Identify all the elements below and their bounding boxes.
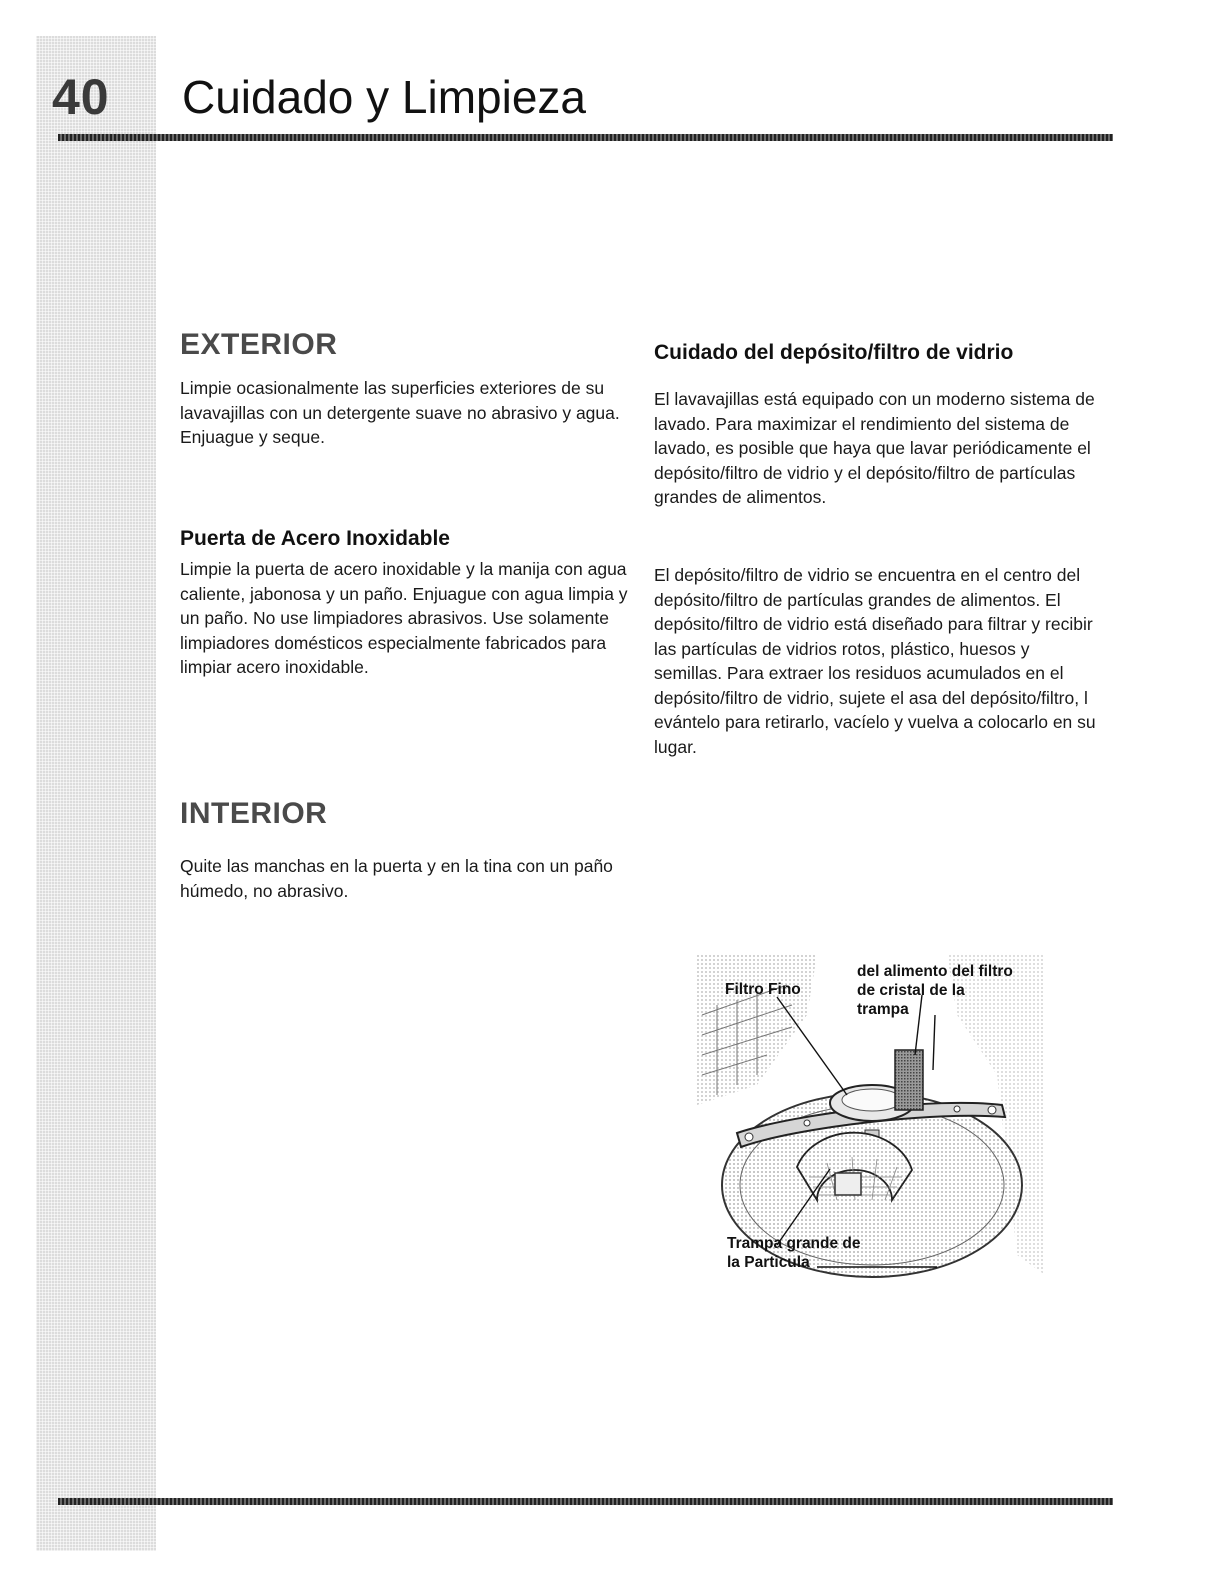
door-text: Limpie la puerta de acero inoxidable y la manija con agua caliente, jabonosa y un paño. Enjuague con agua limpia y un paño. No use limpiadores abrasivos. Use solamente limpiadores domésticos especialmente fabricados para limpiar acero inoxidable.	[180, 559, 628, 677]
exterior-heading: EXTERIOR	[180, 328, 338, 361]
page-number: 40	[52, 69, 110, 125]
page-title: Cuidado y Limpieza	[182, 71, 587, 123]
door-heading: Puerta de Acero Inoxidable	[180, 527, 450, 550]
side-band	[36, 36, 156, 1551]
label-glass-trap: del alimento del filtro de cristal de la trampa	[857, 963, 1013, 1018]
exterior-text: Limpie ocasionalmente las superficies exteriores de su lavavajillas con un detergente suave no abrasivo y agua. Enjuague y seque.	[180, 378, 620, 447]
label-large-particle-trap: Trampa grande de la Particula	[727, 1235, 861, 1271]
interior-text: Quite las manchas en la puerta y en la tina con un paño húmedo, no abrasivo.	[180, 856, 613, 901]
filter-heading: Cuidado del depósito/filtro de vidrio	[654, 341, 1014, 364]
interior-heading: INTERIOR	[180, 797, 328, 830]
bottom-rule	[58, 1498, 1113, 1505]
dishwasher-filter-figure	[697, 955, 1045, 1285]
label-filtro-fino: Filtro Fino	[725, 981, 801, 998]
filter-text-2: El depósito/filtro de vidrio se encuentra en el centro del depósito/filtro de partículas grandes de alimentos. El depósito/filtro de vidrio está diseñado para filtrar y recibir las partículas de vidrios rotos, plástico, huesos y semillas. Para extraer los residuos acumulados en el depósito/filtro de vidrio, sujete el asa del depósito/filtro, l evántelo para retirarlo, vacíelo y vuelva a colocarlo en su lugar.	[654, 565, 1096, 757]
top-rule	[58, 134, 1113, 141]
filter-text-1: El lavavajillas está equipado con un moderno sistema de lavado. Para maximizar el rendimiento del sistema de lavado, es posible que haya que lavar periódicamente el depósito/filtro de vidrio y el depósito/filtro de partículas grandes de alimentos.	[654, 389, 1095, 507]
